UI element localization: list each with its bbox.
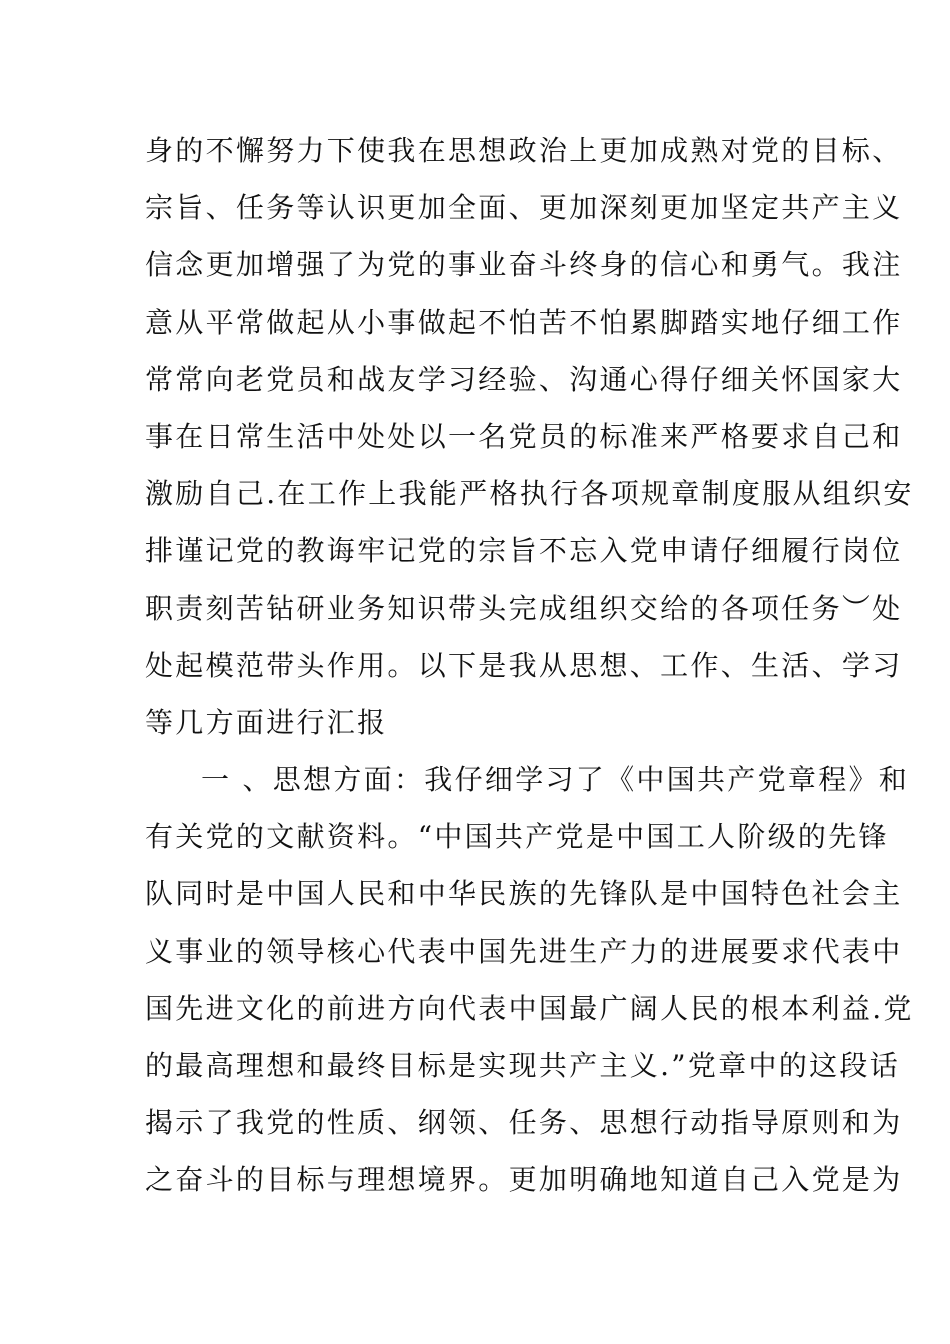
text-line: 身的不懈努力下使我在思想政治上更加成熟对党的目标、: [145, 134, 903, 167]
text-line: 常常向老党员和战友学习经验、沟通心得仔细关怀国家大: [145, 362, 903, 396]
text-line: 宗旨、任务等认识更加全面、更加深刻更加坚定共产主义: [145, 191, 903, 225]
text-line: 信念更加增强了为党的事业奋斗终身的信心和勇气。我注: [145, 248, 903, 282]
text-line: 之奋斗的目标与理想境界。更加明确地知道自己入党是为: [145, 1163, 903, 1197]
text-line: 激励自己.在工作上我能严格执行各项规章制度服从组织安: [145, 477, 914, 511]
text-line: 的最高理想和最终目标是实现共产主义.”党章中的这段话: [145, 1049, 901, 1082]
text-line: 队同时是中国人民和中华民族的先锋队是中国特色社会主: [145, 877, 903, 911]
text-line: 国先进文化的前进方向代表中国最广阔人民的根本利益.党: [145, 991, 914, 1025]
text-line: 职责刻苦钻研业务知识带头完成组织交给的各项任务︶处: [145, 591, 903, 625]
text-line: 义事业的领导核心代表中国先进生产力的进展要求代表中: [145, 934, 903, 968]
text-line: 事在日常生活中处处以一名党员的标准来严格要求自己和: [145, 419, 903, 453]
text-line: 有关党的文献资料。“中国共产党是中国工人阶级的先锋: [145, 820, 889, 854]
text-line: 排谨记党的教诲牢记党的宗旨不忘入党申请仔细履行岗位: [145, 534, 903, 568]
text-line: 意从平常做起从小事做起不怕苦不怕累脚踏实地仔细工作: [145, 305, 903, 339]
section-heading-line: 一 、思想方面：我仔细学习了《中国共产党章程》和: [201, 763, 910, 797]
body-text: [145, 122, 914, 1209]
text-line: 处起模范带头作用。以下是我从思想、工作、生活、学习: [145, 648, 903, 682]
text-line: 揭示了我党的性质、纲领、任务、思想行动指导原则和为: [145, 1106, 903, 1140]
text-line: 等几方面进行汇报: [145, 705, 388, 739]
